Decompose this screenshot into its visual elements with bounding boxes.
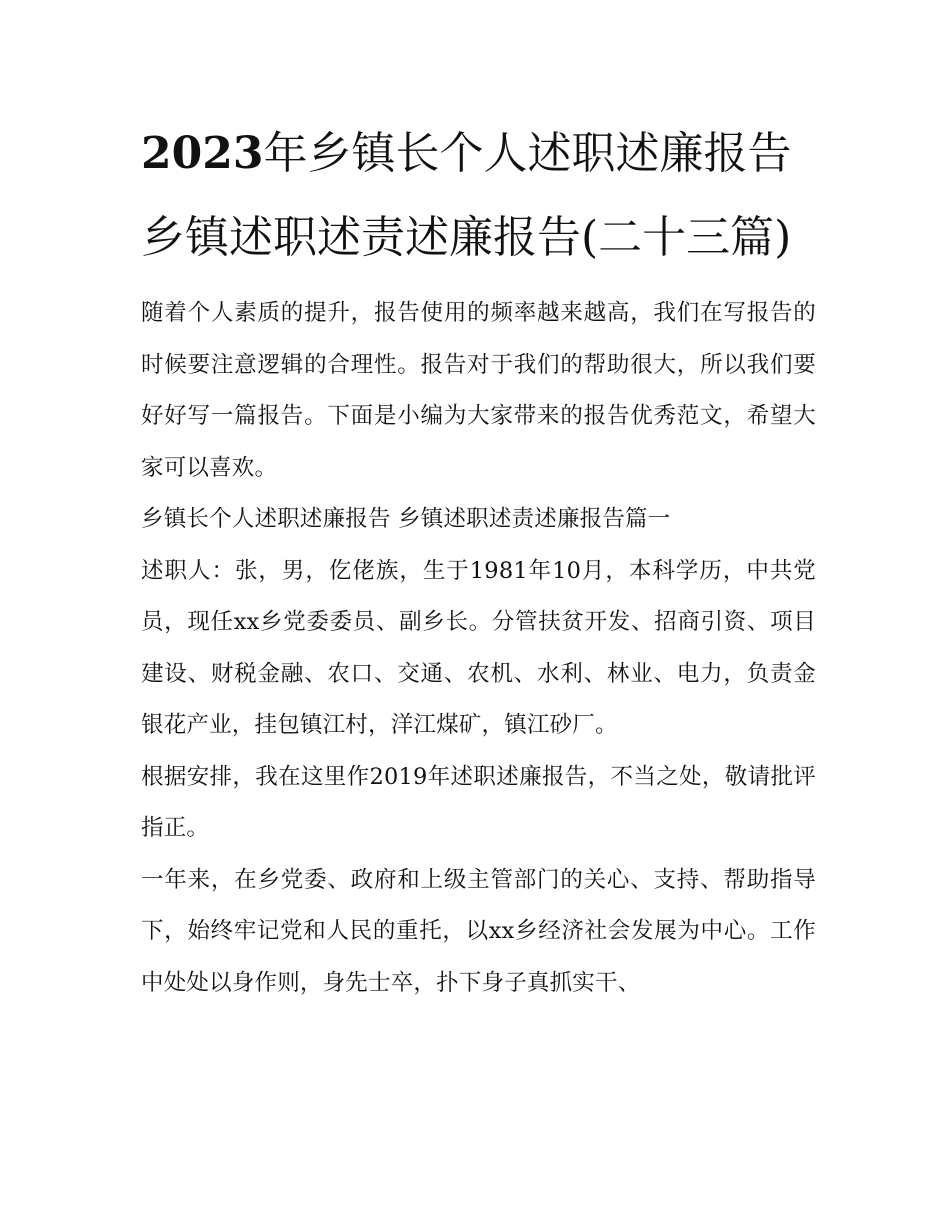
intro-paragraph: 随着个人素质的提升，报告使用的频率越来越高，我们在写报告的时候要注意逻辑的合理性。报告对于我们的帮助很大，所以我们要好好写一篇报告。下面是小编为大家带来的报告优秀范文，希望大家可以喜欢。: [141, 300, 816, 481]
title-text: 年乡镇长个人述职述廉报告 乡镇述职述责述廉报告(二十三篇): [141, 128, 792, 263]
year-review-paragraph: 一年来，在乡党委、政府和上级主管部门的关心、支持、帮助指导下，始终牢记党和人民的重托，以xx乡经济社会发展为中心。工作中处处以身作则，身先士卒，扑下身子真抓实干、: [141, 866, 816, 996]
title-year: 2023: [141, 128, 264, 179]
document-title: [141, 112, 816, 280]
section-heading: 乡镇长个人述职述廉报告 乡镇述职述责述廉报告篇一: [141, 506, 671, 532]
arrangement-paragraph: 根据安排，我在这里作2019年述职述廉报告，不当之处，敬请批评指正。: [141, 763, 816, 841]
reporter-paragraph: 述职人：张，男，仡佬族，生于1981年10月，本科学历，中共党员，现任xx乡党委委员、副乡长。分管扶贫开发、招商引资、项目建设、财税金融、农口、交通、农机、水利、林业、电力，负责金银花产业，挂包镇江村，洋江煤矿，镇江砂厂。: [141, 557, 816, 738]
document-page: [141, 112, 816, 1009]
